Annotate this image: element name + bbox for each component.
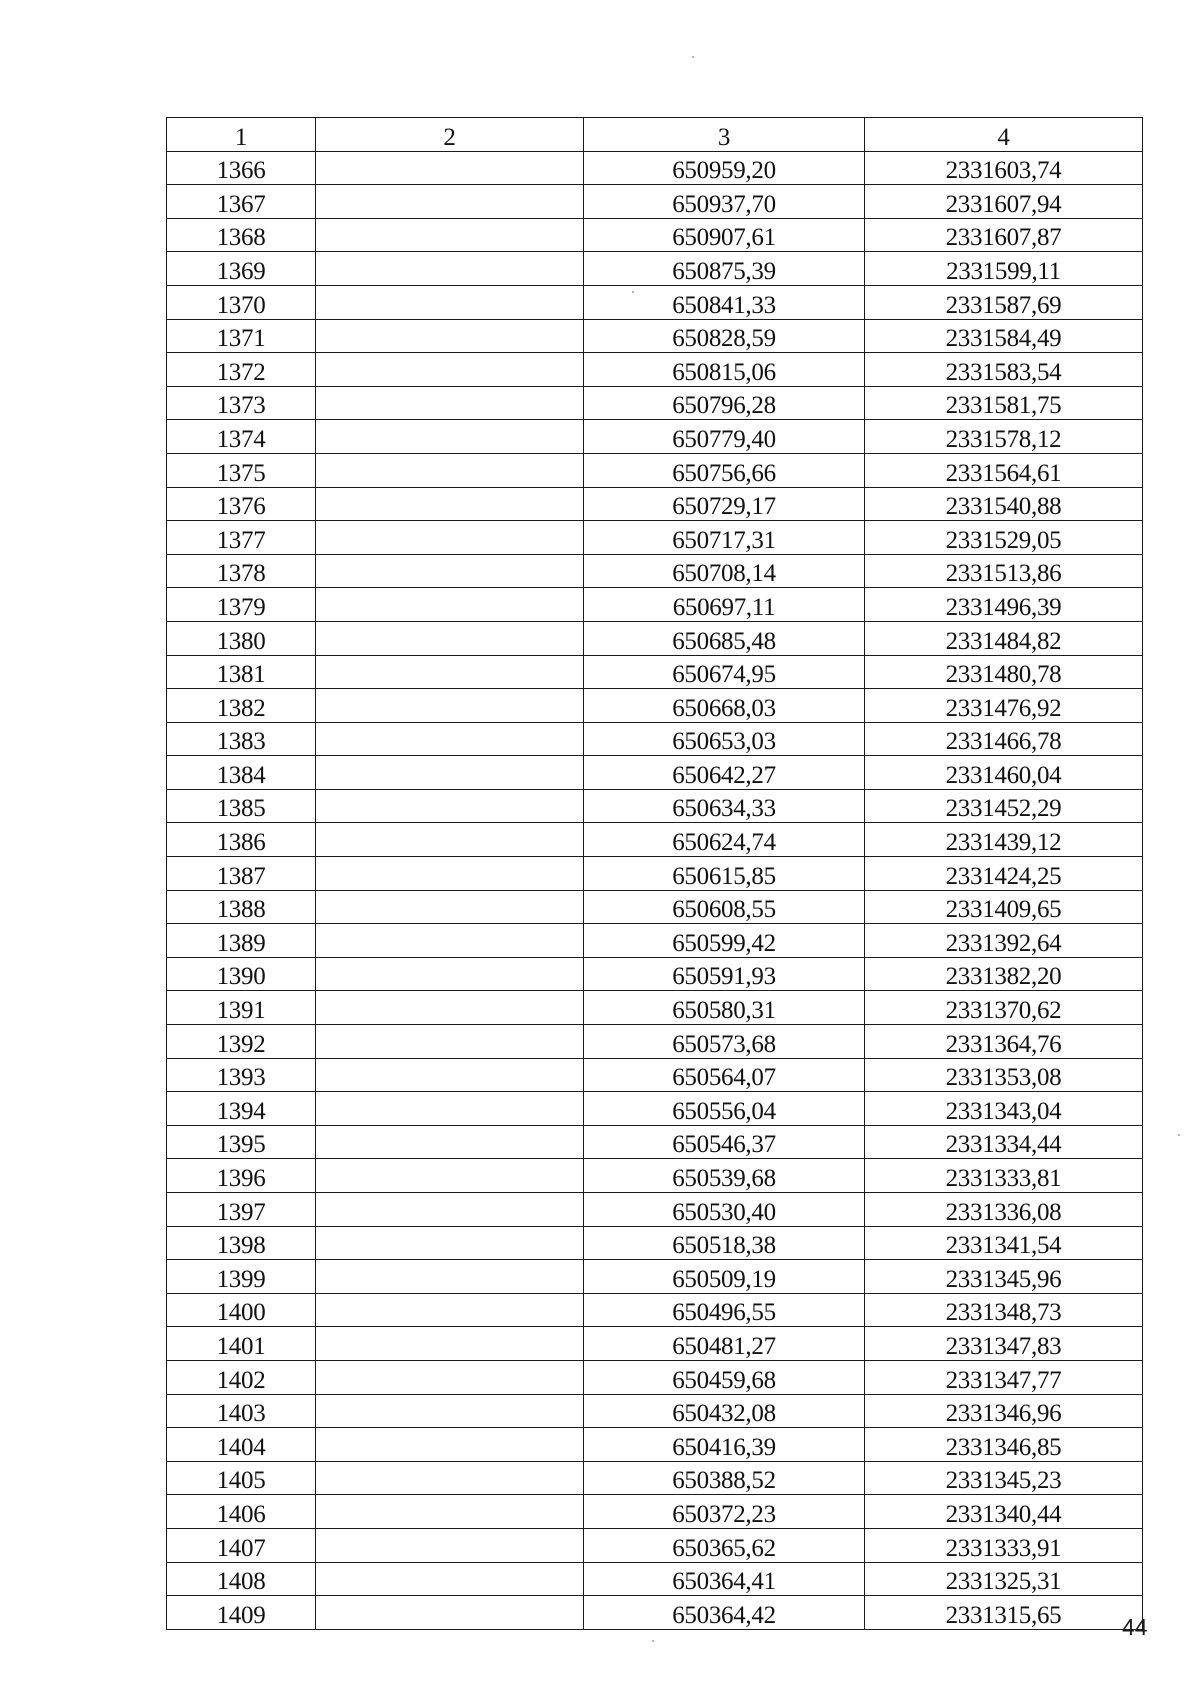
- point-number-cell: 1378: [167, 554, 316, 588]
- x-coordinate-cell: 650459,68: [584, 1360, 865, 1394]
- empty-cell: [316, 1461, 584, 1495]
- x-coordinate-cell: 650697,11: [584, 588, 865, 622]
- point-number-cell: 1395: [167, 1125, 316, 1159]
- empty-cell: [316, 1025, 584, 1059]
- point-number-cell: 1383: [167, 722, 316, 756]
- y-coordinate-cell: 2331347,83: [865, 1327, 1143, 1361]
- y-coordinate-cell: 2331607,87: [865, 218, 1143, 252]
- empty-cell: [316, 1058, 584, 1092]
- point-number-cell: 1404: [167, 1428, 316, 1462]
- table-row: [167, 252, 1143, 286]
- header-cell-col-3: 3: [584, 118, 865, 152]
- table-row: [167, 353, 1143, 387]
- empty-cell: [316, 756, 584, 790]
- x-coordinate-cell: 650539,68: [584, 1159, 865, 1193]
- table-row: [167, 924, 1143, 958]
- empty-cell: [316, 252, 584, 286]
- x-coordinate-cell: 650556,04: [584, 1092, 865, 1126]
- table-row: [167, 151, 1143, 185]
- empty-cell: [316, 890, 584, 924]
- empty-cell: [316, 1092, 584, 1126]
- y-coordinate-cell: 2331476,92: [865, 689, 1143, 723]
- empty-cell: [316, 420, 584, 454]
- point-number-cell: 1389: [167, 924, 316, 958]
- point-number-cell: 1407: [167, 1528, 316, 1562]
- point-number-cell: 1373: [167, 386, 316, 420]
- empty-cell: [316, 1562, 584, 1596]
- table-row: [167, 756, 1143, 790]
- point-number-cell: 1392: [167, 1025, 316, 1059]
- empty-cell: [316, 655, 584, 689]
- x-coordinate-cell: 650815,06: [584, 353, 865, 387]
- y-coordinate-cell: 2331452,29: [865, 789, 1143, 823]
- point-number-cell: 1386: [167, 823, 316, 857]
- table-row: [167, 386, 1143, 420]
- x-coordinate-cell: 650518,38: [584, 1226, 865, 1260]
- y-coordinate-cell: 2331346,96: [865, 1394, 1143, 1428]
- x-coordinate-cell: 650634,33: [584, 789, 865, 823]
- table-row: [167, 1193, 1143, 1227]
- scan-speck: [652, 1640, 654, 1642]
- x-coordinate-cell: 650668,03: [584, 689, 865, 723]
- empty-cell: [316, 1596, 584, 1630]
- table-row: [167, 789, 1143, 823]
- scan-speck: [632, 291, 634, 293]
- table-row: [167, 1327, 1143, 1361]
- empty-cell: [316, 386, 584, 420]
- point-number-cell: 1397: [167, 1193, 316, 1227]
- y-coordinate-cell: 2331513,86: [865, 554, 1143, 588]
- x-coordinate-cell: 650388,52: [584, 1461, 865, 1495]
- y-coordinate-cell: 2331496,39: [865, 588, 1143, 622]
- y-coordinate-cell: 2331529,05: [865, 521, 1143, 555]
- y-coordinate-cell: 2331564,61: [865, 453, 1143, 487]
- empty-cell: [316, 689, 584, 723]
- y-coordinate-cell: 2331587,69: [865, 285, 1143, 319]
- table-row: [167, 1058, 1143, 1092]
- y-coordinate-cell: 2331392,64: [865, 924, 1143, 958]
- empty-cell: [316, 1125, 584, 1159]
- table-header: [167, 118, 1143, 152]
- header-cell-col-1: 1: [167, 118, 316, 152]
- point-number-cell: 1406: [167, 1495, 316, 1529]
- table-row: [167, 185, 1143, 219]
- x-coordinate-cell: 650365,62: [584, 1528, 865, 1562]
- table-row: [167, 487, 1143, 521]
- x-coordinate-cell: 650608,55: [584, 890, 865, 924]
- table-row: [167, 1528, 1143, 1562]
- point-number-cell: 1400: [167, 1293, 316, 1327]
- x-coordinate-cell: 650416,39: [584, 1428, 865, 1462]
- empty-cell: [316, 319, 584, 353]
- point-number-cell: 1372: [167, 353, 316, 387]
- x-coordinate-cell: 650372,23: [584, 1495, 865, 1529]
- point-number-cell: 1376: [167, 487, 316, 521]
- empty-cell: [316, 1394, 584, 1428]
- x-coordinate-cell: 650756,66: [584, 453, 865, 487]
- table-row: [167, 319, 1143, 353]
- x-coordinate-cell: 650685,48: [584, 621, 865, 655]
- x-coordinate-cell: 650653,03: [584, 722, 865, 756]
- table-row: [167, 722, 1143, 756]
- empty-cell: [316, 789, 584, 823]
- y-coordinate-cell: 2331599,11: [865, 252, 1143, 286]
- point-number-cell: 1405: [167, 1461, 316, 1495]
- y-coordinate-cell: 2331409,65: [865, 890, 1143, 924]
- y-coordinate-cell: 2331333,91: [865, 1528, 1143, 1562]
- y-coordinate-cell: 2331466,78: [865, 722, 1143, 756]
- y-coordinate-cell: 2331581,75: [865, 386, 1143, 420]
- y-coordinate-cell: 2331336,08: [865, 1193, 1143, 1227]
- x-coordinate-cell: 650729,17: [584, 487, 865, 521]
- y-coordinate-cell: 2331333,81: [865, 1159, 1143, 1193]
- x-coordinate-cell: 650591,93: [584, 957, 865, 991]
- empty-cell: [316, 857, 584, 891]
- table-row: [167, 1562, 1143, 1596]
- y-coordinate-cell: 2331424,25: [865, 857, 1143, 891]
- x-coordinate-cell: 650779,40: [584, 420, 865, 454]
- scan-speck: [692, 56, 694, 58]
- empty-cell: [316, 588, 584, 622]
- table-row: [167, 453, 1143, 487]
- x-coordinate-cell: 650364,41: [584, 1562, 865, 1596]
- table-row: [167, 521, 1143, 555]
- y-coordinate-cell: 2331578,12: [865, 420, 1143, 454]
- y-coordinate-cell: 2331370,62: [865, 991, 1143, 1025]
- x-coordinate-cell: 650573,68: [584, 1025, 865, 1059]
- y-coordinate-cell: 2331345,23: [865, 1461, 1143, 1495]
- point-number-cell: 1403: [167, 1394, 316, 1428]
- table-row: [167, 823, 1143, 857]
- table-row: [167, 1394, 1143, 1428]
- y-coordinate-cell: 2331348,73: [865, 1293, 1143, 1327]
- header-cell-col-4: 4: [865, 118, 1143, 152]
- empty-cell: [316, 1226, 584, 1260]
- empty-cell: [316, 1495, 584, 1529]
- y-coordinate-cell: 2331347,77: [865, 1360, 1143, 1394]
- point-number-cell: 1385: [167, 789, 316, 823]
- point-number-cell: 1396: [167, 1159, 316, 1193]
- table-row: [167, 957, 1143, 991]
- y-coordinate-cell: 2331484,82: [865, 621, 1143, 655]
- y-coordinate-cell: 2331480,78: [865, 655, 1143, 689]
- empty-cell: [316, 554, 584, 588]
- coordinates-table: [166, 117, 1143, 1630]
- empty-cell: [316, 722, 584, 756]
- table-row: [167, 1025, 1143, 1059]
- empty-cell: [316, 521, 584, 555]
- point-number-cell: 1393: [167, 1058, 316, 1092]
- y-coordinate-cell: 2331583,54: [865, 353, 1143, 387]
- point-number-cell: 1367: [167, 185, 316, 219]
- table-body: [167, 151, 1143, 1629]
- y-coordinate-cell: 2331382,20: [865, 957, 1143, 991]
- point-number-cell: 1402: [167, 1360, 316, 1394]
- table-row: [167, 1495, 1143, 1529]
- empty-cell: [316, 1260, 584, 1294]
- empty-cell: [316, 1193, 584, 1227]
- table-row: [167, 1596, 1143, 1630]
- y-coordinate-cell: 2331343,04: [865, 1092, 1143, 1126]
- table-row: [167, 991, 1143, 1025]
- x-coordinate-cell: 650937,70: [584, 185, 865, 219]
- point-number-cell: 1369: [167, 252, 316, 286]
- point-number-cell: 1382: [167, 689, 316, 723]
- table-row: [167, 285, 1143, 319]
- table-row: [167, 1159, 1143, 1193]
- x-coordinate-cell: 650432,08: [584, 1394, 865, 1428]
- x-coordinate-cell: 650580,31: [584, 991, 865, 1025]
- point-number-cell: 1391: [167, 991, 316, 1025]
- point-number-cell: 1374: [167, 420, 316, 454]
- empty-cell: [316, 185, 584, 219]
- x-coordinate-cell: 650959,20: [584, 151, 865, 185]
- empty-cell: [316, 487, 584, 521]
- table-row: [167, 655, 1143, 689]
- point-number-cell: 1398: [167, 1226, 316, 1260]
- point-number-cell: 1366: [167, 151, 316, 185]
- point-number-cell: 1380: [167, 621, 316, 655]
- point-number-cell: 1381: [167, 655, 316, 689]
- empty-cell: [316, 453, 584, 487]
- empty-cell: [316, 1293, 584, 1327]
- x-coordinate-cell: 650509,19: [584, 1260, 865, 1294]
- y-coordinate-cell: 2331334,44: [865, 1125, 1143, 1159]
- table-row: [167, 1293, 1143, 1327]
- y-coordinate-cell: 2331364,76: [865, 1025, 1143, 1059]
- x-coordinate-cell: 650481,27: [584, 1327, 865, 1361]
- x-coordinate-cell: 650496,55: [584, 1293, 865, 1327]
- y-coordinate-cell: 2331439,12: [865, 823, 1143, 857]
- point-number-cell: 1388: [167, 890, 316, 924]
- table-row: [167, 689, 1143, 723]
- x-coordinate-cell: 650828,59: [584, 319, 865, 353]
- x-coordinate-cell: 650674,95: [584, 655, 865, 689]
- empty-cell: [316, 353, 584, 387]
- empty-cell: [316, 823, 584, 857]
- y-coordinate-cell: 2331460,04: [865, 756, 1143, 790]
- point-number-cell: 1394: [167, 1092, 316, 1126]
- x-coordinate-cell: 650796,28: [584, 386, 865, 420]
- empty-cell: [316, 218, 584, 252]
- x-coordinate-cell: 650717,31: [584, 521, 865, 555]
- table-row: [167, 1092, 1143, 1126]
- table-row: [167, 1260, 1143, 1294]
- x-coordinate-cell: 650875,39: [584, 252, 865, 286]
- y-coordinate-cell: 2331315,65: [865, 1596, 1143, 1630]
- y-coordinate-cell: 2331325,31: [865, 1562, 1143, 1596]
- empty-cell: [316, 1428, 584, 1462]
- empty-cell: [316, 991, 584, 1025]
- x-coordinate-cell: 650364,42: [584, 1596, 865, 1630]
- x-coordinate-cell: 650642,27: [584, 756, 865, 790]
- table-row: [167, 588, 1143, 622]
- point-number-cell: 1377: [167, 521, 316, 555]
- y-coordinate-cell: 2331345,96: [865, 1260, 1143, 1294]
- y-coordinate-cell: 2331603,74: [865, 151, 1143, 185]
- empty-cell: [316, 1528, 584, 1562]
- empty-cell: [316, 1159, 584, 1193]
- point-number-cell: 1408: [167, 1562, 316, 1596]
- table-row: [167, 890, 1143, 924]
- x-coordinate-cell: 650841,33: [584, 285, 865, 319]
- table-row: [167, 621, 1143, 655]
- point-number-cell: 1379: [167, 588, 316, 622]
- point-number-cell: 1401: [167, 1327, 316, 1361]
- table-row: [167, 1125, 1143, 1159]
- y-coordinate-cell: 2331341,54: [865, 1226, 1143, 1260]
- x-coordinate-cell: 650530,40: [584, 1193, 865, 1227]
- point-number-cell: 1409: [167, 1596, 316, 1630]
- point-number-cell: 1399: [167, 1260, 316, 1294]
- scan-speck: [1178, 1134, 1180, 1136]
- x-coordinate-cell: 650564,07: [584, 1058, 865, 1092]
- x-coordinate-cell: 650624,74: [584, 823, 865, 857]
- table-row: [167, 1461, 1143, 1495]
- empty-cell: [316, 924, 584, 958]
- table-row: [167, 857, 1143, 891]
- table-row: [167, 1226, 1143, 1260]
- x-coordinate-cell: 650615,85: [584, 857, 865, 891]
- x-coordinate-cell: 650907,61: [584, 218, 865, 252]
- empty-cell: [316, 151, 584, 185]
- y-coordinate-cell: 2331340,44: [865, 1495, 1143, 1529]
- header-cell-col-2: 2: [316, 118, 584, 152]
- point-number-cell: 1375: [167, 453, 316, 487]
- page-number: 44: [1122, 1614, 1148, 1640]
- y-coordinate-cell: 2331540,88: [865, 487, 1143, 521]
- table-row: [167, 1360, 1143, 1394]
- table-row: [167, 554, 1143, 588]
- empty-cell: [316, 1327, 584, 1361]
- point-number-cell: 1384: [167, 756, 316, 790]
- x-coordinate-cell: 650708,14: [584, 554, 865, 588]
- empty-cell: [316, 285, 584, 319]
- y-coordinate-cell: 2331353,08: [865, 1058, 1143, 1092]
- y-coordinate-cell: 2331346,85: [865, 1428, 1143, 1462]
- point-number-cell: 1368: [167, 218, 316, 252]
- header-row: [167, 118, 1143, 152]
- table-row: [167, 218, 1143, 252]
- table-row: [167, 420, 1143, 454]
- empty-cell: [316, 1360, 584, 1394]
- empty-cell: [316, 621, 584, 655]
- point-number-cell: 1390: [167, 957, 316, 991]
- x-coordinate-cell: 650599,42: [584, 924, 865, 958]
- y-coordinate-cell: 2331607,94: [865, 185, 1143, 219]
- point-number-cell: 1387: [167, 857, 316, 891]
- y-coordinate-cell: 2331584,49: [865, 319, 1143, 353]
- table-row: [167, 1428, 1143, 1462]
- x-coordinate-cell: 650546,37: [584, 1125, 865, 1159]
- point-number-cell: 1370: [167, 285, 316, 319]
- empty-cell: [316, 957, 584, 991]
- point-number-cell: 1371: [167, 319, 316, 353]
